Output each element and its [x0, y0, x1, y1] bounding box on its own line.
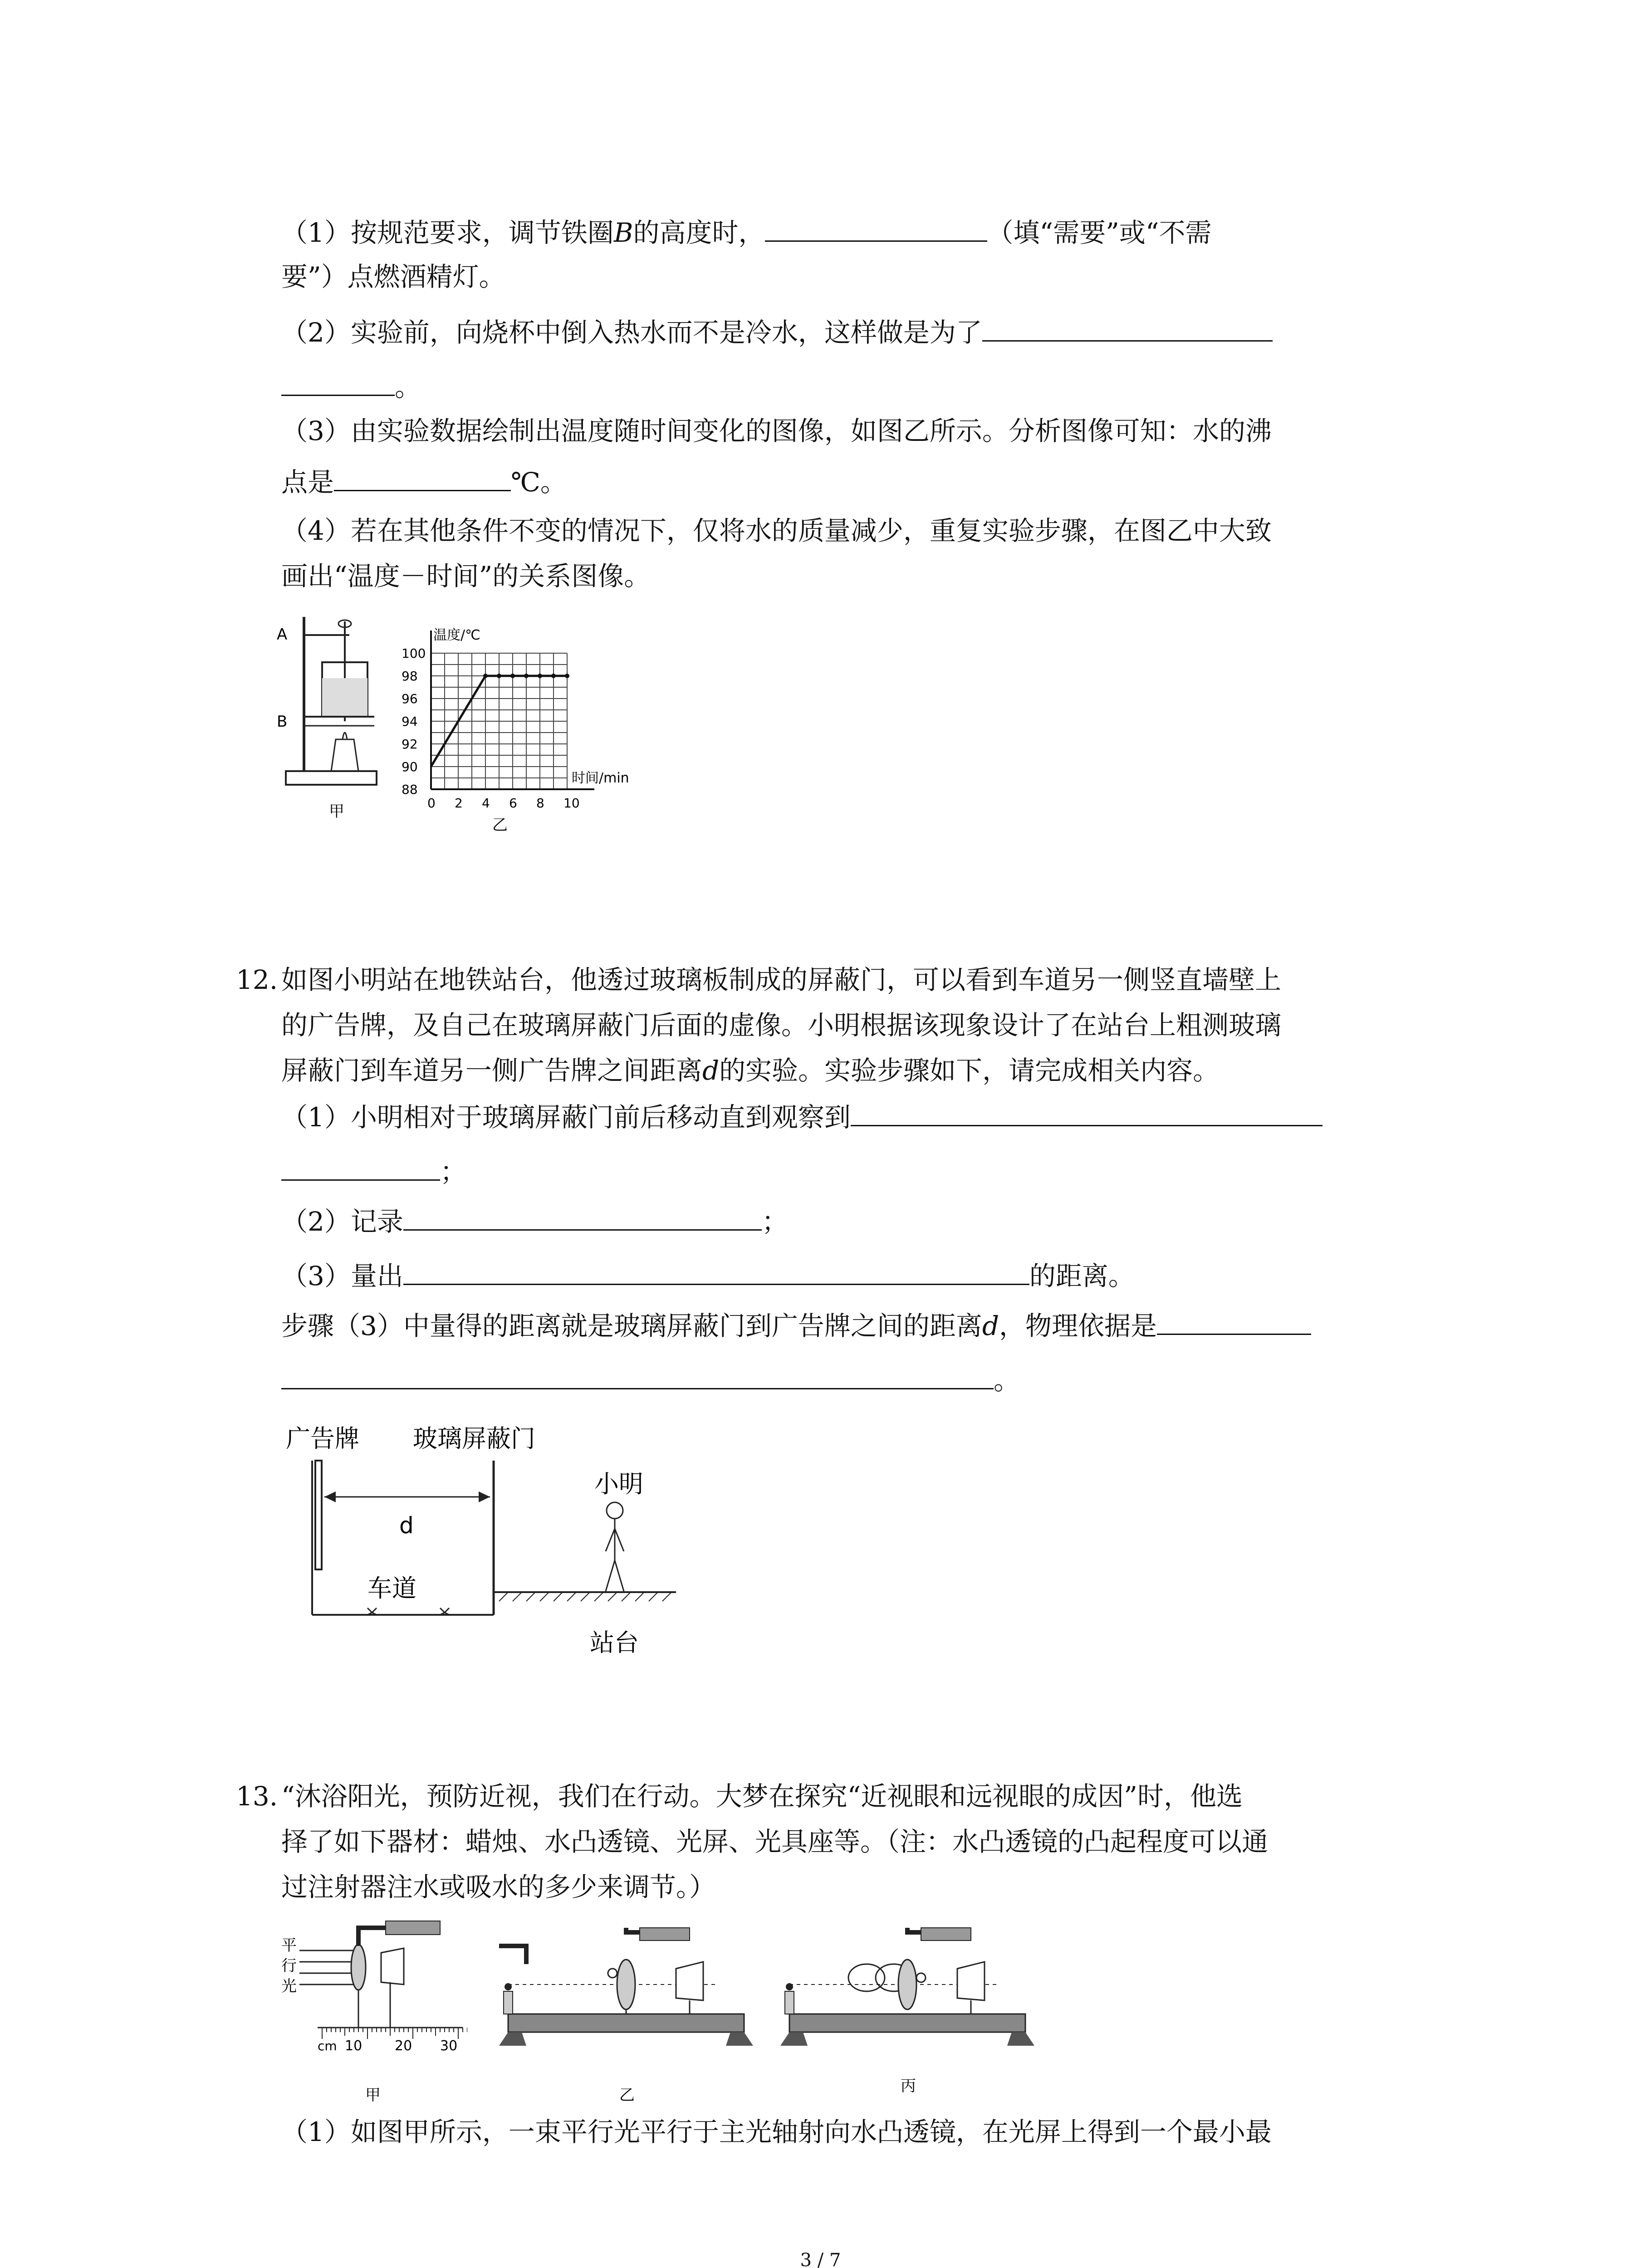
- q11-part3-line1: （3）由实验数据绘制出温度随时间变化的图像，如图乙所示。分析图像可知：水的沸: [281, 415, 1272, 446]
- data-point: [524, 674, 529, 678]
- y-tick-label: 94: [402, 714, 418, 729]
- page-number: 3 / 7: [800, 2250, 841, 2268]
- light-label-3: 光: [281, 1977, 297, 1995]
- label-xiaoming: 小明: [594, 1470, 643, 1498]
- data-point: [551, 674, 556, 678]
- label-platform: 站台: [590, 1628, 639, 1657]
- q12-number: 12.: [236, 964, 278, 995]
- q12-step4: 步骤（3）中量得的距离就是玻璃屏蔽门到广告牌之间的距离d，物理依据是: [281, 1306, 1311, 1344]
- q12-step1: （1）小明相对于玻璃屏蔽门前后移动直到观察到: [281, 1098, 1323, 1135]
- data-point: [538, 674, 542, 678]
- answer-blank[interactable]: [403, 1202, 762, 1231]
- y-tick-label: 100: [402, 646, 426, 661]
- data-point: [565, 674, 569, 678]
- y-tick-label: 98: [402, 669, 418, 684]
- optical-bench-yi-figure: [490, 1910, 762, 2109]
- x-tick-label: 10: [563, 796, 580, 811]
- parallel-light-figure: [277, 1910, 467, 2109]
- x-tick-label: 8: [536, 796, 544, 811]
- y-tick-label: 88: [402, 782, 418, 797]
- figure-caption-yi: 乙: [619, 2086, 635, 2104]
- answer-blank[interactable]: [281, 1152, 440, 1181]
- answer-blank[interactable]: [281, 1361, 994, 1389]
- q11-part4-line2: 画出“温度－时间”的关系图像。: [281, 561, 651, 591]
- subway-platform-figure: [277, 1415, 776, 1669]
- ruler-unit: cm: [318, 2038, 337, 2053]
- x-axis-label: 时间/min: [572, 770, 629, 786]
- figure-caption-bing: 丙: [901, 2077, 916, 2095]
- optical-bench-bing-figure: [771, 1910, 1043, 2109]
- y-tick-label: 92: [402, 737, 418, 752]
- data-point: [510, 674, 515, 678]
- q11-part4-line1: （4）若在其他条件不变的情况下，仅将水的质量减少，重复实验步骤，在图乙中大致: [281, 515, 1272, 546]
- q12-step2: （2）记录 ；: [281, 1202, 788, 1240]
- q11-part2-line2: 。: [281, 367, 421, 405]
- q13-number: 13.: [236, 1781, 278, 1812]
- q12-step3: （3）量出 的距离。: [281, 1256, 1135, 1294]
- figure-caption-yi: 乙: [492, 816, 508, 834]
- label-d: d: [399, 1512, 414, 1539]
- q12-line3: 屏蔽门到车道另一侧广告牌之间距离d的实验。实验步骤如下，请完成相关内容。: [281, 1055, 1220, 1086]
- y-axis-label: 温度/℃: [433, 627, 480, 643]
- q11-part1-line1: （1）按规范要求，调节铁圈B的高度时， （填“需要”或“不需: [281, 213, 1212, 251]
- q13-part1: （1）如图甲所示，一束平行光平行于主光轴射向水凸透镜，在光屏上得到一个最小最: [281, 2116, 1272, 2147]
- ruler-tick-20: 20: [395, 2038, 412, 2054]
- q13-line2: 择了如下器材：蜡烛、水凸透镜、光屏、光具座等。（注：水凸透镜的凸起程度可以通: [281, 1826, 1269, 1857]
- answer-blank[interactable]: [765, 213, 987, 242]
- data-point: [483, 674, 488, 678]
- q11-part3-line2: 点是 ℃。: [281, 463, 567, 500]
- answer-blank[interactable]: [334, 463, 511, 491]
- answer-blank[interactable]: [851, 1098, 1323, 1126]
- y-tick-label: 96: [402, 691, 418, 706]
- temperature-time-chart: [390, 599, 662, 835]
- x-tick-label: 2: [455, 796, 463, 811]
- q11-part2-line1: （2）实验前，向烧杯中倒入热水而不是冷水，这样做是为了: [281, 313, 1273, 351]
- figure-caption-jia: 甲: [329, 802, 344, 821]
- q12-step1-cont: ；: [281, 1152, 466, 1190]
- data-point: [497, 674, 501, 678]
- light-label-2: 行: [281, 1957, 297, 1975]
- q12-step4-cont: 。: [281, 1361, 1020, 1398]
- figure-caption-jia: 甲: [365, 2086, 381, 2104]
- ruler-tick-10: 10: [345, 2038, 362, 2054]
- q11-part1-line2: 要”）点燃酒精灯。: [281, 261, 505, 292]
- q13-line1: “沐浴阳光，预防近视，我们在行动。大梦在探究“近视眼和远视眼的成因”时，他选: [281, 1781, 1243, 1812]
- answer-blank[interactable]: [982, 313, 1273, 342]
- y-tick-label: 90: [402, 759, 418, 774]
- ruler-tick-30: 30: [440, 2038, 458, 2054]
- label-ad: 广告牌: [286, 1424, 359, 1453]
- answer-blank[interactable]: [281, 367, 395, 396]
- q13-line3: 过注射器注水或吸水的多少来调节。）: [281, 1872, 716, 1902]
- answer-blank[interactable]: [1157, 1306, 1311, 1335]
- boiling-apparatus-figure: [277, 603, 395, 830]
- x-tick-label: 0: [427, 796, 436, 811]
- label-b: B: [277, 713, 288, 731]
- x-tick-label: 6: [509, 796, 517, 811]
- q12-line1: 如图小明站在地铁站台，他透过玻璃板制成的屏蔽门，可以看到车道另一侧竖直墙壁上: [281, 964, 1282, 995]
- label-glass: 玻璃屏蔽门: [413, 1424, 535, 1453]
- label-a: A: [277, 626, 288, 644]
- q12-line2: 的广告牌，及自己在玻璃屏蔽门后面的虚像。小明根据该现象设计了在站台上粗测玻璃: [281, 1010, 1282, 1041]
- chart-tick-labels: [402, 646, 580, 811]
- x-tick-label: 4: [482, 796, 490, 811]
- light-label-1: 平: [281, 1936, 297, 1955]
- label-road: 车道: [367, 1574, 416, 1603]
- answer-blank[interactable]: [403, 1256, 1029, 1285]
